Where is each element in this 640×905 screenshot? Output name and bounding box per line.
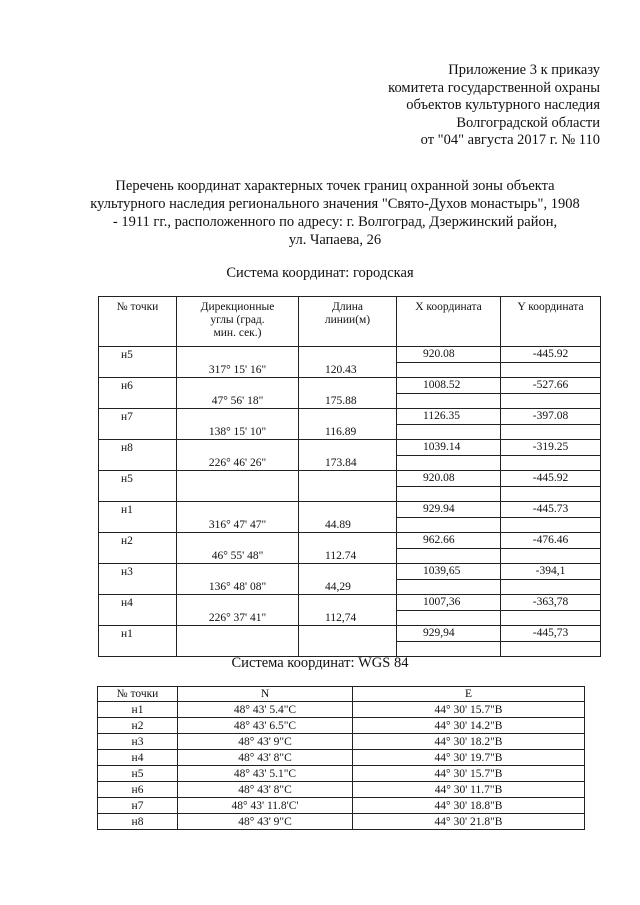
- y-cell: [501, 548, 601, 564]
- table-row: [99, 409, 601, 425]
- header-length: Длина линии(м): [299, 297, 397, 347]
- title-line: - 1911 гг., расположенного по адресу: г. Волгоград, Дзержинский район,: [112, 214, 558, 230]
- appendix-header: [388, 62, 600, 150]
- e-cell: 44° 30' 14.2"В: [353, 718, 585, 734]
- point-cell: н1: [99, 626, 177, 642]
- x-cell: 962.66: [397, 533, 501, 549]
- point-cell: [99, 610, 177, 626]
- angle-cell: [177, 409, 299, 425]
- y-cell: -397.08: [501, 409, 601, 425]
- x-cell: 920.08: [397, 471, 501, 487]
- angle-cell: [177, 471, 299, 487]
- x-cell: [397, 455, 501, 471]
- angle-cell: 138° 15' 10": [177, 424, 299, 440]
- point-cell: н1: [98, 702, 178, 718]
- city-system-caption: Система координат: городская: [226, 265, 414, 281]
- angle-cell: [177, 347, 299, 363]
- table-row: [98, 734, 585, 750]
- title-line: ул. Чапаева, 26: [288, 232, 382, 248]
- table-row: [99, 440, 601, 456]
- length-cell: [299, 564, 397, 580]
- x-cell: [397, 362, 501, 378]
- table-row: [98, 750, 585, 766]
- wgs-coordinates-table: [97, 686, 585, 830]
- n-cell: 48° 43' 9"С: [178, 734, 353, 750]
- y-cell: [501, 486, 601, 502]
- length-cell: 120.43: [299, 362, 397, 378]
- x-cell: [397, 424, 501, 440]
- angle-cell: [177, 440, 299, 456]
- y-cell: [501, 579, 601, 595]
- table-header-row: [98, 687, 585, 702]
- x-cell: 1126.35: [397, 409, 501, 425]
- point-cell: н8: [98, 814, 178, 830]
- table-row: [99, 548, 601, 564]
- appendix-line: комитета государственной охраны: [388, 79, 600, 96]
- point-cell: [99, 486, 177, 502]
- length-cell: [299, 440, 397, 456]
- angle-cell: [177, 502, 299, 518]
- table-row: [98, 718, 585, 734]
- point-cell: [99, 362, 177, 378]
- wgs-system-caption: Система координат: WGS 84: [231, 655, 409, 671]
- y-cell: -319.25: [501, 440, 601, 456]
- table-row: [99, 486, 601, 502]
- point-cell: н5: [99, 347, 177, 363]
- header-angle: Дирекционные углы (град. мин. сек.): [177, 297, 299, 347]
- title-line: Перечень координат характерных точек границ охранной зоны объекта: [115, 178, 555, 194]
- header-x: X координата: [397, 297, 501, 347]
- point-cell: н5: [98, 766, 178, 782]
- n-cell: 48° 43' 9"С: [178, 814, 353, 830]
- angle-cell: 316° 47' 47": [177, 517, 299, 533]
- n-cell: 48° 43' 11.8'С': [178, 798, 353, 814]
- n-cell: 48° 43' 6.5"С: [178, 718, 353, 734]
- length-cell: [299, 471, 397, 487]
- angle-cell: 226° 46' 26": [177, 455, 299, 471]
- point-cell: н4: [98, 750, 178, 766]
- e-cell: 44° 30' 15.7"В: [353, 766, 585, 782]
- city-coordinates-table: [98, 296, 601, 657]
- e-cell: 44° 30' 15.7"В: [353, 702, 585, 718]
- header-point: № точки: [98, 687, 178, 702]
- y-cell: -527.66: [501, 378, 601, 394]
- point-cell: [99, 424, 177, 440]
- table-row: [99, 424, 601, 440]
- x-cell: [397, 486, 501, 502]
- point-cell: н3: [98, 734, 178, 750]
- e-cell: 44° 30' 18.8"В: [353, 798, 585, 814]
- y-cell: -445.73: [501, 502, 601, 518]
- header-point: № точки: [99, 297, 177, 347]
- x-cell: 1039,65: [397, 564, 501, 580]
- y-cell: -445.92: [501, 471, 601, 487]
- point-cell: н7: [98, 798, 178, 814]
- point-cell: [99, 579, 177, 595]
- y-cell: [501, 455, 601, 471]
- length-cell: [299, 595, 397, 611]
- table-row: [98, 702, 585, 718]
- table-row: [99, 378, 601, 394]
- angle-cell: [177, 564, 299, 580]
- x-cell: 1039.14: [397, 440, 501, 456]
- table-row: [99, 517, 601, 533]
- table-row: [99, 595, 601, 611]
- length-cell: [299, 486, 397, 502]
- point-cell: н1: [99, 502, 177, 518]
- x-cell: [397, 517, 501, 533]
- point-cell: [99, 455, 177, 471]
- length-cell: [299, 626, 397, 642]
- table-row: [99, 579, 601, 595]
- y-cell: -394,1: [501, 564, 601, 580]
- length-cell: 44.89: [299, 517, 397, 533]
- y-cell: -445.92: [501, 347, 601, 363]
- angle-cell: 226° 37' 41": [177, 610, 299, 626]
- angle-cell: [177, 378, 299, 394]
- point-cell: н2: [99, 533, 177, 549]
- point-cell: [99, 393, 177, 409]
- table-row: [99, 393, 601, 409]
- length-cell: 112,74: [299, 610, 397, 626]
- e-cell: 44° 30' 11.7"В: [353, 782, 585, 798]
- point-cell: н7: [99, 409, 177, 425]
- n-cell: 48° 43' 5.1"С: [178, 766, 353, 782]
- length-cell: [299, 378, 397, 394]
- point-cell: н5: [99, 471, 177, 487]
- length-cell: 112.74: [299, 548, 397, 564]
- table-row: [98, 766, 585, 782]
- n-cell: 48° 43' 8"С: [178, 782, 353, 798]
- point-cell: н4: [99, 595, 177, 611]
- table-row: [99, 362, 601, 378]
- x-cell: [397, 579, 501, 595]
- length-cell: [299, 502, 397, 518]
- length-cell: 173.84: [299, 455, 397, 471]
- appendix-line: объектов культурного наследия: [406, 97, 600, 113]
- angle-cell: [177, 533, 299, 549]
- header-e: E: [353, 687, 585, 702]
- e-cell: 44° 30' 19.7"В: [353, 750, 585, 766]
- point-cell: н3: [99, 564, 177, 580]
- header-y: Y координата: [501, 297, 601, 347]
- length-cell: 116.89: [299, 424, 397, 440]
- title-line: культурного наследия регионального значения "Свято-Духов монастырь", 1908: [90, 196, 580, 212]
- y-cell: [501, 424, 601, 440]
- point-cell: н6: [99, 378, 177, 394]
- table-row: [99, 610, 601, 626]
- length-cell: 44,29: [299, 579, 397, 595]
- angle-cell: [177, 626, 299, 642]
- angle-cell: 46° 55' 48": [177, 548, 299, 564]
- angle-cell: 136° 48' 08": [177, 579, 299, 595]
- table-row: [99, 564, 601, 580]
- table-row: [99, 533, 601, 549]
- table-row: [98, 814, 585, 830]
- e-cell: 44° 30' 18.2"В: [353, 734, 585, 750]
- table-row: [99, 455, 601, 471]
- point-cell: [99, 548, 177, 564]
- document-title: [80, 177, 590, 249]
- n-cell: 48° 43' 8"С: [178, 750, 353, 766]
- length-cell: 175.88: [299, 393, 397, 409]
- angle-cell: [177, 595, 299, 611]
- x-cell: [397, 393, 501, 409]
- e-cell: 44° 30' 21.8"В: [353, 814, 585, 830]
- angle-cell: 47° 56' 18": [177, 393, 299, 409]
- table-row: [98, 798, 585, 814]
- y-cell: -363,78: [501, 595, 601, 611]
- table-row: [99, 626, 601, 642]
- x-cell: 1007,36: [397, 595, 501, 611]
- x-cell: 1008.52: [397, 378, 501, 394]
- table-row: [99, 347, 601, 363]
- n-cell: 48° 43' 5.4"С: [178, 702, 353, 718]
- x-cell: 920.08: [397, 347, 501, 363]
- point-cell: н8: [99, 440, 177, 456]
- appendix-line: Приложение 3 к приказу: [448, 62, 600, 78]
- x-cell: [397, 548, 501, 564]
- length-cell: [299, 347, 397, 363]
- table-header-row: [99, 297, 601, 347]
- point-cell: [99, 517, 177, 533]
- table-row: [99, 502, 601, 518]
- x-cell: 929.94: [397, 502, 501, 518]
- y-cell: [501, 393, 601, 409]
- point-cell: н2: [98, 718, 178, 734]
- length-cell: [299, 409, 397, 425]
- point-cell: н6: [98, 782, 178, 798]
- length-cell: [299, 533, 397, 549]
- appendix-line: от "04" августа 2017 г. № 110: [420, 132, 600, 148]
- y-cell: -445,73: [501, 626, 601, 642]
- x-cell: 929,94: [397, 626, 501, 642]
- y-cell: -476.46: [501, 533, 601, 549]
- y-cell: [501, 610, 601, 626]
- header-n: N: [178, 687, 353, 702]
- appendix-line: Волгоградской области: [456, 114, 600, 131]
- y-cell: [501, 362, 601, 378]
- angle-cell: 317° 15' 16": [177, 362, 299, 378]
- table-row: [98, 782, 585, 798]
- table-row: [99, 471, 601, 487]
- y-cell: [501, 517, 601, 533]
- x-cell: [397, 610, 501, 626]
- angle-cell: [177, 486, 299, 502]
